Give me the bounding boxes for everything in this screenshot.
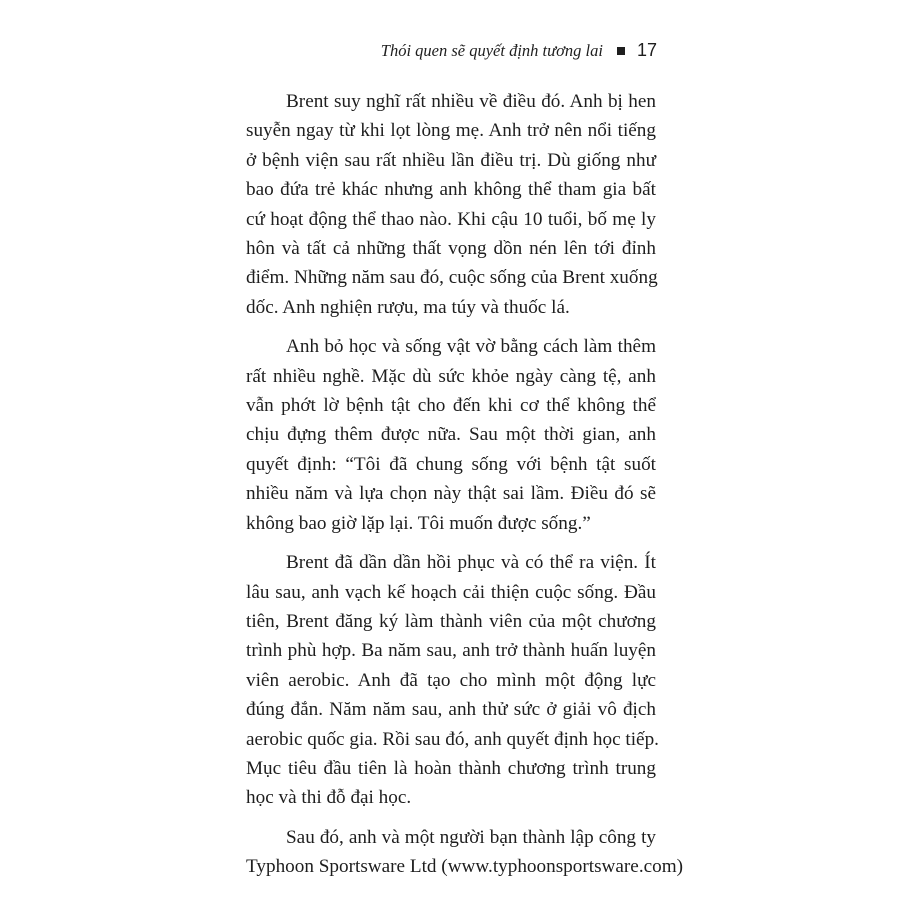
- text-line: Brent đã dần dần hồi phục và có thể ra viện. Ít: [286, 552, 656, 574]
- text-line: bao đứa trẻ khác nhưng anh không thể tham gia bất: [246, 179, 656, 201]
- text-body: [246, 87, 684, 892]
- paragraph-3: [246, 548, 659, 813]
- paragraph-2: [246, 332, 656, 538]
- text-line: học và thi đỗ đại học.: [246, 787, 412, 809]
- text-line: tiên, Brent đăng ký làm thành viên của một chương: [246, 610, 656, 632]
- text-line: hôn và tất cả những thất vọng dồn nén lên tới đỉnh: [246, 238, 656, 260]
- text-line: trình phù hợp. Ba năm sau, anh trở thành huấn luyện: [246, 640, 656, 662]
- page-number: 17: [636, 40, 657, 60]
- text-line: điểm. Những năm sau đó, cuộc sống của Brent xuống: [246, 267, 658, 289]
- text-line: ở bệnh viện sau rất nhiều lần điều trị. Dù giống như: [246, 149, 656, 171]
- text-line: suyễn ngay từ khi lọt lòng mẹ. Anh trở nên nổi tiếng: [246, 120, 656, 142]
- text-line: Brent suy nghĩ rất nhiều về điều đó. Anh bị hen: [286, 91, 656, 112]
- running-head: [381, 40, 657, 61]
- paragraph-4: [246, 823, 684, 882]
- text-line: đúng đắn. Năm năm sau, anh thử sức ở giải vô địch: [246, 699, 656, 721]
- header-square-bullet: [617, 47, 625, 55]
- text-line: vẫn phớt lờ bệnh tật cho đến khi cơ thể không thể: [246, 395, 656, 417]
- text-line: cứ hoạt động thể thao nào. Khi cậu 10 tuổi, bố mẹ ly: [246, 208, 656, 230]
- paragraph-1: [246, 87, 656, 322]
- text-line: Mục tiêu đầu tiên là hoàn thành chương trình trung: [246, 757, 656, 779]
- text-line: không bao giờ lặp lại. Tôi muốn được sống.”: [246, 512, 591, 534]
- text-line: dốc. Anh nghiện rượu, ma túy và thuốc lá.: [246, 296, 570, 318]
- text-line: aerobic quốc gia. Rồi sau đó, anh quyết định học tiếp.: [246, 728, 659, 750]
- text-line: chịu đựng thêm được nữa. Sau một thời gian, anh: [246, 424, 656, 446]
- text-line: viên aerobic. Anh đã tạo cho mình một động lực: [246, 669, 656, 691]
- text-line: Sau đó, anh và một người bạn thành lập công ty: [286, 826, 656, 848]
- text-line: quyết định: “Tôi đã chung sống với bệnh tật suốt: [246, 453, 656, 475]
- text-line: rất nhiều nghề. Mặc dù sức khỏe ngày càng tệ, anh: [246, 365, 656, 387]
- running-title: Thói quen sẽ quyết định tương lai: [380, 40, 603, 60]
- text-line: lâu sau, anh vạch kế hoạch cải thiện cuộc sống. Đầu: [246, 581, 656, 603]
- text-line: Typhoon Sportsware Ltd (www.typhoonsportsware.com): [246, 856, 684, 878]
- text-line: Anh bỏ học và sống vật vờ bằng cách làm thêm: [286, 336, 656, 358]
- text-line: nhiều năm và lựa chọn này thật sai lầm. Điều đó sẽ: [246, 483, 656, 505]
